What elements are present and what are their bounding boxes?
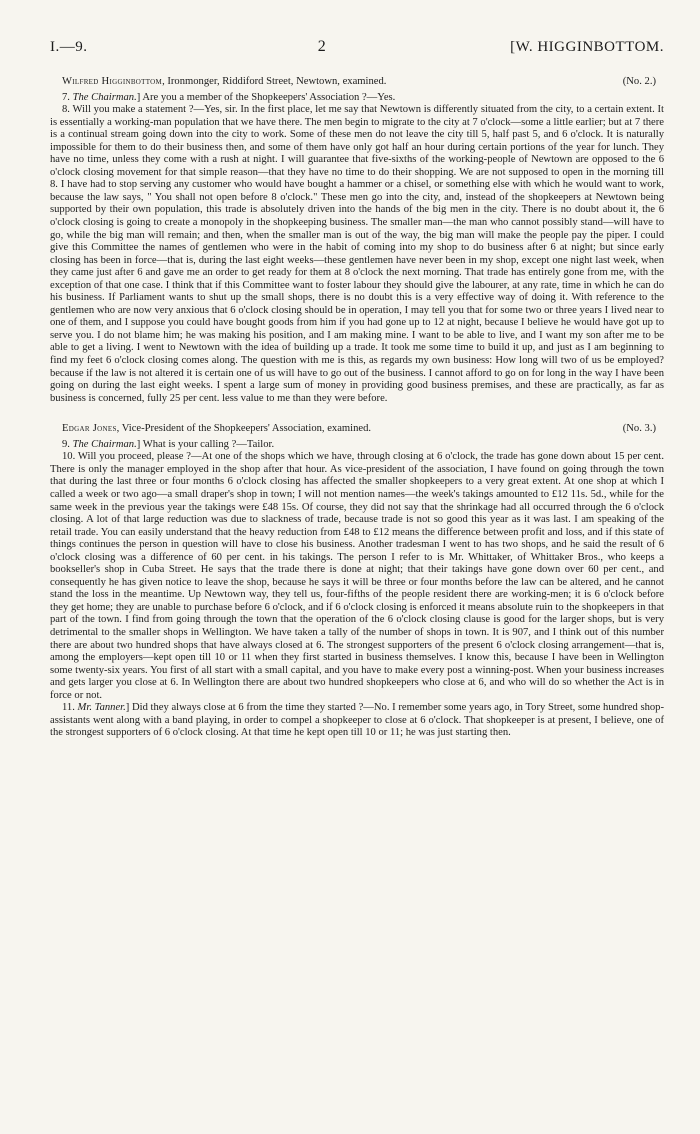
question-text: Will you make a statement ?—Yes, sir. In the first place, let me say that Newtown is differently situated from the city, to a certain extent. It is essentially a working-man population that we have there. The men begin to migrate to the city at 7 o'clock—some a little earlier; but at 7 there is a continual stream going down into the city to work. Some of these men do not leave the city till 5, half past 5, and 6 o'clock. It is naturally impossible for them to do their business then, and some of them have only got half an hour during certain portions of the year for lunch. They have no time, unless they come with a rush at night. I will guarantee that five-sixths of the working-people of Newtown are opposed to the 6 o'clock closing movement for that simple reason—that they have no time to do their shopping. We are not supposed to open in the morning till 8. I have had to stop serving any customer who would have bought a hammer or a chisel, or something else with which he would want to work, because the law says, " You shall not open before 8 o'clock." These men go into the city, and, instead of the shopkeepers at Newtown being supported by their own population, this trade is absolutely driven into the hands of the big men in the city. There is no doubt about it, the 6 o'clock closing is going to create a monopoly in the shopkeeping business. The smaller man—the man who cannot possibly stand—will have to go, while the big man will remain; and then, when the smaller man is out of the way, the big man will make the people pay the piper. I could give this Committee the names of gentlemen who were in the habit of coming into my shop to do business after 6 at night; but since early closing has been in force—that is, during the last eight weeks—these gentlemen have never been in my shop, except one night last week, when they came just after 6 and gave me an order to get ready for them at 8 o'clock the next morning. That trade has entirely gone from me, with the exception of that one case. I think that if this Committee want to foster labour they should give the labourer, at any rate, time in which he can do his business. If Parliament wants to shut up the small shops, there is no doubt this is a very effective way of doing it. With reference to the gentlemen who are now very anxious that 6 o'clock closing should be in operation, I may tell you that for some two or three years I lived near to one of them, and I suppose you could have bought goods from him if you had gone up to 12 at night, because I believe he would have got up to serve you. I do not blame him; he was making his position, and I am making mine. I want to be able to live, and I want my son after me to be able to get a living. I went to Newtown with the idea of building up a trade. It took me some time to build it up, and just as I am beginning to find my feet 6 o'clock closing comes along. The question with me is this, as regards my own business: How long will two of us be employed? because if the law is not altered it is certain one of us will have to go out of the business. I cannot afford to go on for long in the way I have been going on during the last eight weeks. I spent a large sum of money in providing good business premises, and these are practically, as far as business is concerned, fully 25 per cent. less value to me than they were before. <box>50 104 664 404</box>
question-number: 7. <box>62 91 73 103</box>
witness-heading <box>50 76 664 89</box>
witness-name: Edgar Jones <box>62 423 117 435</box>
witness-number: (No. 3.) <box>622 423 656 435</box>
sessional-paper-number: I.—9. <box>50 39 88 55</box>
witness-number: (No. 2.) <box>622 76 656 87</box>
section-gap <box>50 405 664 419</box>
page-number: 2 <box>317 38 327 55</box>
witness-description: , Vice-President of the Shopkeepers' Association, examined. <box>116 423 372 435</box>
running-head: [W. HIGGINBOTTOM. <box>510 39 664 55</box>
question-text: Will you proceed, please ?—At one of the shops which we have, through closing at 6 o'clock, the trade has gone down about 15 per cent. There is only the manager employed in the shop after that hour. As vice-president of the association, I have found on going through the town that during the last three or four months 6 o'clock closing has affected the smaller shopkeepers to a very great extent. At one shop at which I called a week or two ago—a small draper's shop in town; I will not mention names—the week's takings amounted to £12 11s. 5d., while for the same week in the previous year the takings were £48 15s. Of course, they did not say that the shrinkage had all occurred through the 6 o'clock closing. A lot of that large reduction was due to slackness of trade, because trade is not so good this year as it was last. I am speaking of the retail trade. You can easily understand that the heavy reduction from £48 to £12 means the difference between profit and loss, and if this state of things continues the person in question will have to close his business. Another tradesman I went to has two shops, and he said the result of 6 o'clock closing was a difference of 60 per cent. in his takings. The person I refer to is Mr. Whittaker, of Whittaker Bros., who keeps a bookseller's shop in Cuba Street. He says that the trade there is done at night; that their takings have gone down over 60 per cent., and consequently he has given notice to leave the shop, because he says it will be three or four months before the law can be altered, and he cannot stand the loss in the meantime. Up Newtown way, they tell us, four-fifths of the people resident there are working-men; it is 6 o'clock before they get home; they are unable to purchase before 6 o'clock, and if 6 o'clock closing is enforced it means absolute ruin to the shopkeepers in that part of the town. I find from going through the town that the operation of the 6 o'clock closing clause is good for the larger shops, but is very detrimental to the smaller shops in Wellington. We have taken a tally of the number of shops in town. It is 907, and I think out of this number there are about two hundred shops that have always closed at 6. The strongest supporters of the present 6 o'clock closing arrangement—that is, among the employers—kept open till 10 or 11 when they first started in business themselves. I know this, because I have been in Wellington some twenty-six years. You first of all start with a small capital, and you have to make every post a winning-post. When your business increases and gets larger you close at 6. In Wellington there are about two hundred shopkeepers who close at 6, and who will do so whether the Act is in force or not. <box>50 451 664 701</box>
document-body <box>50 76 664 740</box>
question-paragraph <box>50 92 664 105</box>
question-text: ] Are you a member of the Shopkeepers' Association ?—Yes. <box>136 91 396 103</box>
question-paragraph <box>50 702 664 740</box>
question-number: 9. <box>62 438 73 450</box>
question-text: ] Did they always close at 6 from the time they started ?—No. I remember some years ago, in Tory Street, some hundred shop-assistants went along with a band playing, in order to compel a shopkeeper to close at 6 o'clock. That shopkeeper is at present, I believe, one of the strongest supporters of 6 o'clock closing. At that time he kept open till 10 or 11; he was just starting then. <box>50 702 665 739</box>
page-header <box>50 38 664 56</box>
question-paragraph <box>50 439 664 452</box>
question-number: 11. <box>62 702 78 714</box>
question-speaker: The Chairman. <box>72 91 137 103</box>
question-number: 10. <box>62 451 78 463</box>
question-paragraph <box>50 451 664 702</box>
question-number: 8. <box>62 104 73 116</box>
question-speaker: Mr. Tanner. <box>77 702 126 714</box>
witness-heading <box>50 423 664 436</box>
witness-description: , Ironmonger, Riddiford Street, Newtown, examined. <box>162 76 387 87</box>
question-speaker: The Chairman. <box>72 438 137 450</box>
question-text: ] What is your calling ?—Tailor. <box>136 438 275 450</box>
witness-name: Wilfred Higginbottom <box>62 76 163 87</box>
question-paragraph <box>50 104 664 405</box>
